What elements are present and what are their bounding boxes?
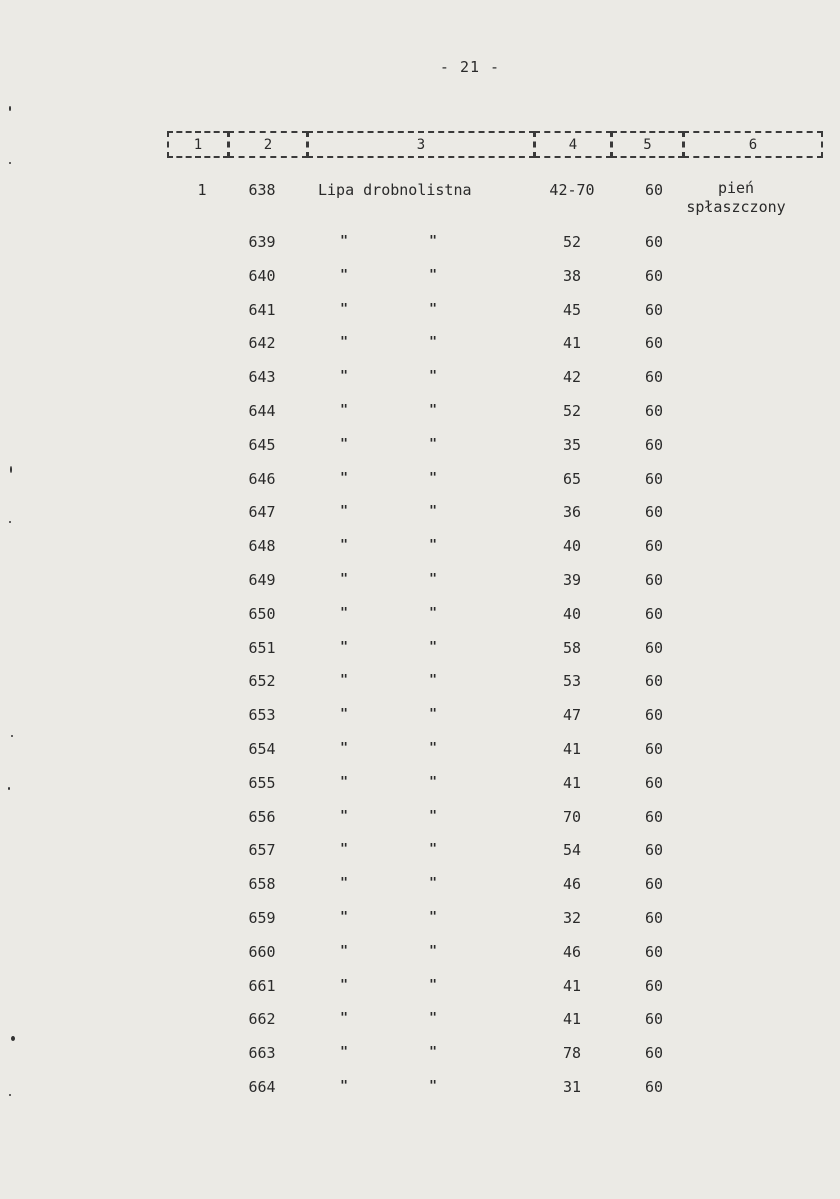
tree-number: 640 <box>248 267 276 285</box>
ditto-mark-species-2: " <box>429 673 437 688</box>
ditto-mark-species-2: " <box>429 1079 437 1094</box>
table-row <box>0 266 840 286</box>
height-value: 60 <box>644 334 664 352</box>
tree-number: 655 <box>248 774 276 792</box>
ditto-mark-species: " <box>340 910 348 925</box>
table-row <box>0 840 840 860</box>
table-row <box>0 300 840 320</box>
height-value: 60 <box>644 909 664 927</box>
circumference-value: 58 <box>562 639 582 657</box>
ditto-mark-species: " <box>340 268 348 283</box>
table-row <box>0 1009 840 1029</box>
table-row <box>0 1077 840 1097</box>
ditto-mark-species-2: " <box>429 707 437 722</box>
ditto-mark-species-2: " <box>429 437 437 452</box>
height-value: 60 <box>644 672 664 690</box>
column-header-1: 1 <box>167 131 229 158</box>
height-value: 60 <box>644 605 664 623</box>
table-row <box>0 908 840 928</box>
tree-number: 638 <box>248 181 276 199</box>
ditto-mark-species: " <box>340 809 348 824</box>
tree-number: 660 <box>248 943 276 961</box>
ditto-mark-species: " <box>340 504 348 519</box>
tree-number: 649 <box>248 571 276 589</box>
group-number: 1 <box>197 181 207 199</box>
circumference-value: 41 <box>562 1010 582 1028</box>
circumference-value: 41 <box>562 334 582 352</box>
scan-speck <box>8 787 10 790</box>
ditto-mark-species: " <box>340 707 348 722</box>
ditto-mark-species-2: " <box>429 403 437 418</box>
height-value: 60 <box>644 470 664 488</box>
tree-number: 664 <box>248 1078 276 1096</box>
circumference-value: 41 <box>562 740 582 758</box>
ditto-mark-species: " <box>340 1079 348 1094</box>
circumference-value: 47 <box>562 706 582 724</box>
height-value: 60 <box>644 977 664 995</box>
tree-number: 645 <box>248 436 276 454</box>
height-value: 60 <box>644 1044 664 1062</box>
height-value: 60 <box>644 774 664 792</box>
height-value: 60 <box>644 301 664 319</box>
ditto-mark-species-2: " <box>429 910 437 925</box>
table-row <box>0 232 840 252</box>
ditto-mark-species: " <box>340 234 348 249</box>
table-row <box>0 638 840 658</box>
circumference-value: 45 <box>562 301 582 319</box>
table-row <box>0 739 840 759</box>
ditto-mark-species: " <box>340 302 348 317</box>
scan-speck <box>9 106 11 111</box>
remark-line-1: pień <box>717 179 755 197</box>
ditto-mark-species-2: " <box>429 640 437 655</box>
ditto-mark-species-2: " <box>429 335 437 350</box>
ditto-mark-species-2: " <box>429 1045 437 1060</box>
table-row <box>0 469 840 489</box>
ditto-mark-species-2: " <box>429 741 437 756</box>
column-header-2: 2 <box>228 131 308 158</box>
tree-number: 648 <box>248 537 276 555</box>
ditto-mark-species: " <box>340 1011 348 1026</box>
tree-number: 657 <box>248 841 276 859</box>
table-row <box>0 773 840 793</box>
ditto-mark-species-2: " <box>429 234 437 249</box>
ditto-mark-species-2: " <box>429 978 437 993</box>
circumference-value: 46 <box>562 943 582 961</box>
ditto-mark-species-2: " <box>429 944 437 959</box>
scan-speck <box>9 521 11 523</box>
circumference-value: 39 <box>562 571 582 589</box>
table-row <box>0 976 840 996</box>
ditto-mark-species: " <box>340 673 348 688</box>
ditto-mark-species: " <box>340 944 348 959</box>
circumference-value: 31 <box>562 1078 582 1096</box>
ditto-mark-species-2: " <box>429 842 437 857</box>
table-row <box>0 1043 840 1063</box>
circumference-value: 54 <box>562 841 582 859</box>
ditto-mark-species-2: " <box>429 775 437 790</box>
circumference-value: 40 <box>562 605 582 623</box>
scan-speck <box>11 1036 15 1041</box>
tree-number: 663 <box>248 1044 276 1062</box>
tree-number: 647 <box>248 503 276 521</box>
height-value: 60 <box>644 537 664 555</box>
height-value: 60 <box>644 267 664 285</box>
height-value: 60 <box>644 436 664 454</box>
ditto-mark-species: " <box>340 876 348 891</box>
ditto-mark-species-2: " <box>429 572 437 587</box>
height-value: 60 <box>644 875 664 893</box>
column-header-5: 5 <box>611 131 684 158</box>
remark-line-2: spłaszczony <box>686 198 786 216</box>
ditto-mark-species-2: " <box>429 369 437 384</box>
table-row <box>0 705 840 725</box>
height-value: 60 <box>644 503 664 521</box>
ditto-mark-species-2: " <box>429 606 437 621</box>
tree-number: 646 <box>248 470 276 488</box>
tree-number: 652 <box>248 672 276 690</box>
species-name: Lipa drobnolistna <box>318 181 472 199</box>
height-value: 60 <box>644 233 664 251</box>
ditto-mark-species: " <box>340 572 348 587</box>
table-row <box>0 502 840 522</box>
table-row <box>0 435 840 455</box>
tree-number: 642 <box>248 334 276 352</box>
height-value: 60 <box>644 571 664 589</box>
table-row <box>0 536 840 556</box>
ditto-mark-species: " <box>340 437 348 452</box>
tree-number: 659 <box>248 909 276 927</box>
circumference-value: 42 <box>562 368 582 386</box>
circumference-value: 65 <box>562 470 582 488</box>
height-value: 60 <box>644 740 664 758</box>
table-row <box>0 367 840 387</box>
ditto-mark-species: " <box>340 775 348 790</box>
ditto-mark-species: " <box>340 741 348 756</box>
ditto-mark-species: " <box>340 606 348 621</box>
table-row <box>0 671 840 691</box>
tree-number: 662 <box>248 1010 276 1028</box>
scan-speck <box>9 1094 11 1096</box>
tree-number: 651 <box>248 639 276 657</box>
ditto-mark-species-2: " <box>429 504 437 519</box>
height-value: 60 <box>644 1010 664 1028</box>
tree-number: 658 <box>248 875 276 893</box>
ditto-mark-species-2: " <box>429 809 437 824</box>
ditto-mark-species: " <box>340 538 348 553</box>
height-value: 60 <box>644 841 664 859</box>
ditto-mark-species: " <box>340 842 348 857</box>
column-header-6: 6 <box>683 131 823 158</box>
circumference-value: 40 <box>562 537 582 555</box>
ditto-mark-species-2: " <box>429 471 437 486</box>
height-value: 60 <box>644 943 664 961</box>
circumference-value: 35 <box>562 436 582 454</box>
table-row <box>0 570 840 590</box>
tree-number: 639 <box>248 233 276 251</box>
table-row <box>0 604 840 624</box>
height-value: 60 <box>644 402 664 420</box>
tree-number: 650 <box>248 605 276 623</box>
ditto-mark-species: " <box>340 1045 348 1060</box>
ditto-mark-species-2: " <box>429 876 437 891</box>
ditto-mark-species-2: " <box>429 538 437 553</box>
height-value: 60 <box>644 181 664 199</box>
table-row <box>0 401 840 421</box>
tree-number: 653 <box>248 706 276 724</box>
circumference-value: 78 <box>562 1044 582 1062</box>
table-row <box>0 180 840 220</box>
circumference-value: 46 <box>562 875 582 893</box>
ditto-mark-species: " <box>340 369 348 384</box>
ditto-mark-species: " <box>340 640 348 655</box>
table-row <box>0 807 840 827</box>
height-value: 60 <box>644 368 664 386</box>
height-value: 60 <box>644 808 664 826</box>
table-row <box>0 942 840 962</box>
circumference-value: 53 <box>562 672 582 690</box>
circumference-value: 52 <box>562 233 582 251</box>
circumference-value: 70 <box>562 808 582 826</box>
tree-number: 661 <box>248 977 276 995</box>
ditto-mark-species-2: " <box>429 302 437 317</box>
column-header-3: 3 <box>307 131 535 158</box>
table-row <box>0 333 840 353</box>
height-value: 60 <box>644 1078 664 1096</box>
tree-number: 654 <box>248 740 276 758</box>
scan-speck <box>11 735 13 737</box>
ditto-mark-species-2: " <box>429 268 437 283</box>
tree-number: 641 <box>248 301 276 319</box>
circumference-value: 41 <box>562 977 582 995</box>
circumference-value: 36 <box>562 503 582 521</box>
circumference-value: 38 <box>562 267 582 285</box>
ditto-mark-species-2: " <box>429 1011 437 1026</box>
column-header-4: 4 <box>534 131 612 158</box>
ditto-mark-species: " <box>340 335 348 350</box>
tree-number: 644 <box>248 402 276 420</box>
ditto-mark-species: " <box>340 403 348 418</box>
tree-number: 656 <box>248 808 276 826</box>
circumference-value: 42-70 <box>549 181 595 199</box>
ditto-mark-species: " <box>340 978 348 993</box>
height-value: 60 <box>644 706 664 724</box>
page-number: - 21 - <box>439 58 501 76</box>
scan-speck <box>10 466 12 473</box>
ditto-mark-species: " <box>340 471 348 486</box>
circumference-value: 41 <box>562 774 582 792</box>
scan-speck <box>9 162 11 164</box>
tree-number: 643 <box>248 368 276 386</box>
circumference-value: 32 <box>562 909 582 927</box>
table-row <box>0 874 840 894</box>
height-value: 60 <box>644 639 664 657</box>
circumference-value: 52 <box>562 402 582 420</box>
